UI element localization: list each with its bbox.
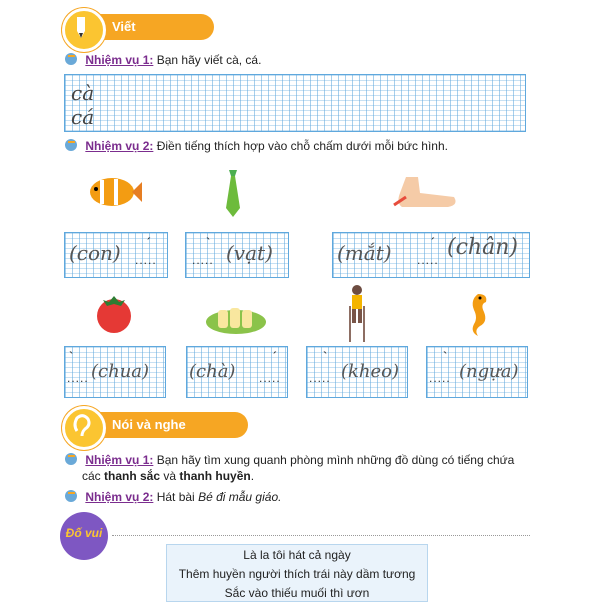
answer-word: (vạt): [226, 241, 273, 265]
answer-word: (chân): [447, 235, 518, 260]
tone-mark: `: [206, 235, 211, 250]
divider: [112, 535, 530, 536]
answer-grid: [64, 232, 168, 278]
blank-dots: .....: [417, 253, 439, 267]
answer-grid: [332, 232, 530, 278]
sample-word: cá: [71, 105, 95, 129]
tone-mark: ´: [147, 235, 152, 250]
task-text: Điền tiếng thích hợp vào chỗ chấm dưới mỗi bức hình.: [156, 139, 448, 153]
task-text: và: [160, 469, 180, 483]
answer-grid: [64, 346, 166, 398]
ear-icon: [62, 406, 106, 450]
tone-mark: ´: [273, 349, 278, 364]
fun-badge-text: Đố vui: [65, 526, 103, 540]
answer-word: (chua): [91, 361, 150, 382]
answer-grid: [306, 346, 408, 398]
task-text: Bạn hãy viết cà, cá.: [156, 53, 262, 67]
task-text: các: [82, 469, 105, 483]
tone-mark: `: [443, 349, 448, 364]
song-title: Bé đi mẫu giáo.: [198, 490, 282, 504]
necktie-icon: [222, 170, 244, 218]
task-label: Nhiệm vụ 1:: [85, 53, 154, 67]
sample-word: cà: [71, 81, 95, 105]
task-text: Bạn hãy tìm xung quanh phòng mình những đồ dùng có tiếng chứa: [156, 453, 515, 467]
answer-grid: [186, 346, 288, 398]
tone-mark: `: [69, 349, 74, 364]
blank-dots: .....: [309, 371, 331, 385]
riddle-line: Sắc vào thiếu muối thì ươn: [224, 586, 370, 600]
riddle-line: Là la tôi hát cả ngày: [243, 548, 351, 562]
blank-dots: .....: [259, 371, 281, 385]
answer-word: (chà): [189, 361, 236, 382]
task-1: [64, 452, 514, 467]
task-text: Hát bài: [156, 490, 199, 504]
fun-badge: [60, 512, 108, 560]
pencil-icon: [62, 8, 106, 52]
task-label: Nhiệm vụ 2:: [85, 490, 154, 504]
plate-icon: [204, 300, 268, 336]
answer-grid: [185, 232, 289, 278]
section-header-viet: [66, 14, 214, 40]
task-1-cont: [82, 469, 254, 483]
task-2: [64, 138, 448, 153]
answer-word: (mắt): [337, 241, 392, 265]
answer-word: (kheo): [341, 361, 400, 382]
task-1: [64, 52, 261, 67]
seahorse-icon: [468, 292, 492, 338]
riddle-box: [166, 544, 428, 602]
tomato-icon: [92, 292, 136, 334]
riddle-line: Thêm huyền người thích trái này dầm tương: [178, 567, 416, 581]
blank-dots: .....: [135, 253, 157, 267]
task-icon: [64, 489, 78, 503]
task-2: [64, 489, 281, 504]
task-text: .: [250, 469, 255, 483]
fish-icon: [86, 172, 142, 212]
task-label: Nhiệm vụ 2:: [85, 139, 154, 153]
task-icon: [64, 452, 78, 466]
writing-grid: [64, 74, 526, 132]
task-icon: [64, 138, 78, 152]
answer-word: (con): [69, 241, 121, 265]
section-title: Viết: [112, 19, 136, 34]
blank-dots: .....: [429, 371, 451, 385]
stilt-boy-icon: [344, 284, 370, 342]
answer-grid: [426, 346, 528, 398]
answer-word: (ngựa): [459, 361, 519, 382]
bold-term: thanh sắc: [104, 469, 161, 483]
blank-dots: .....: [192, 253, 214, 267]
blank-dots: .....: [67, 371, 89, 385]
tone-mark: `: [323, 349, 328, 364]
section-header-noi-nghe: [66, 412, 248, 438]
task-label: Nhiệm vụ 1:: [85, 453, 154, 467]
tone-mark: ´: [431, 235, 436, 250]
section-title: Nói và nghe: [112, 417, 186, 432]
foot-icon: [392, 175, 460, 209]
bold-term: thanh huyền: [179, 469, 251, 483]
task-icon: [64, 52, 78, 66]
